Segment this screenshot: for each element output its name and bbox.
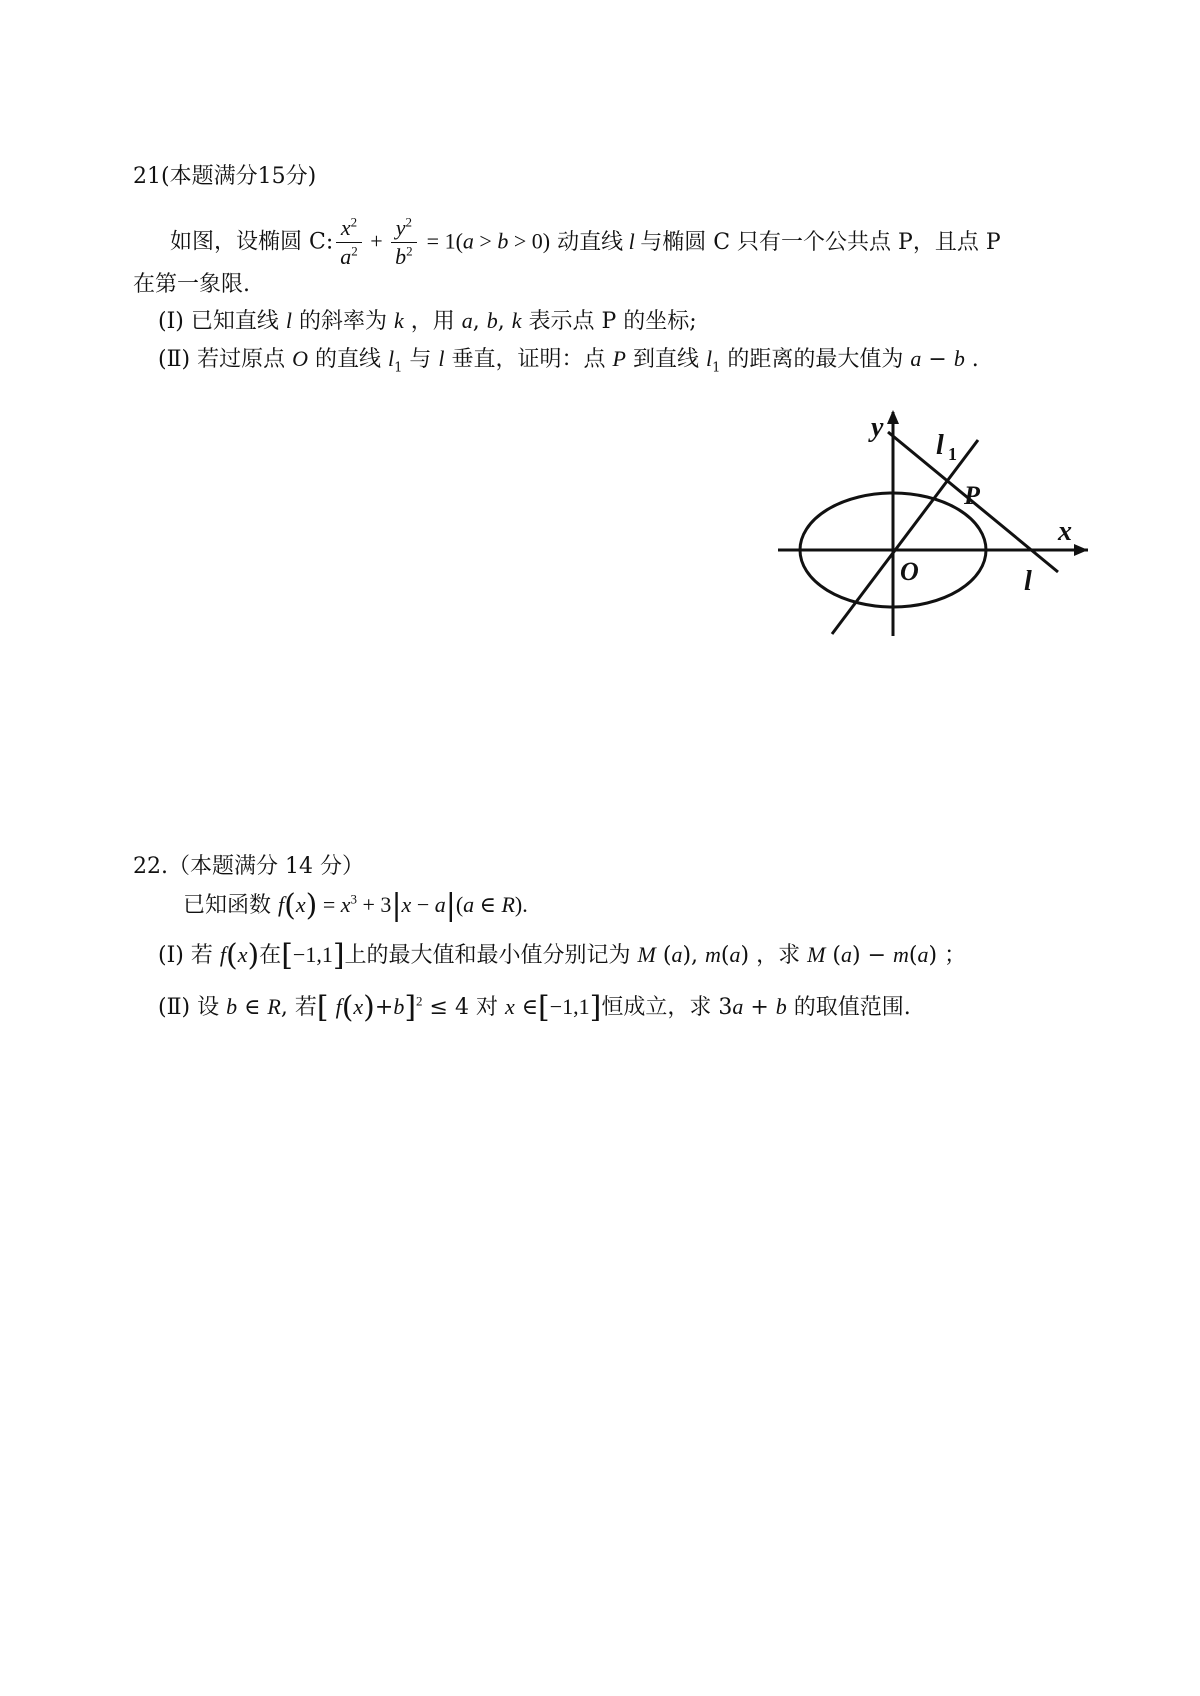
q21-part2: (Ⅱ) 若过原点 O 的直线 $l_1$ 与 l 垂直，证明：点 P 到直线 $l_1$ 的距离的最大值为 a − b . (158, 346, 979, 376)
q21-intro-suffix: 动直线 l 与椭圆 C 只有一个公共点 P，且点 P (557, 228, 1001, 255)
label-l: l (1024, 566, 1032, 597)
label-x: x (1058, 516, 1072, 547)
label-l1-sub: 1 (948, 444, 957, 464)
label-l1: l (936, 430, 944, 461)
line-l1 (832, 440, 978, 634)
q22-intro: 已知函数 $f(x) = x^3 + 3|x - a|(a$ ∈ R). (183, 888, 528, 923)
ellipse-figure (770, 408, 1090, 638)
q21-part1: (Ⅰ) 已知直线 l 的斜率为 k ，用 a, b, k 表示点 P 的坐标; (158, 308, 697, 334)
q22-part1: (Ⅰ) 若 f(x)在[−1,1]上的最大值和最小值分别记为 M (a), m(a) ，求 M (a) − m(a) ； (158, 938, 967, 973)
q21-intro-prefix: 如图，设椭圆 C: (170, 229, 334, 255)
q22-part2: (Ⅱ) 设 b ∈ R, 若[ f(x)+b]$^2$ ≤ 4 对 x ∈[−1,1]恒成立，求 3a + b 的取值范围. (158, 990, 911, 1025)
q21-header: 21(本题满分15分) (133, 164, 317, 189)
q21-frac-y: $\frac{y^2}{b^2}$ (391, 214, 417, 271)
q22-header: 22.（本题满分 14 分） (133, 854, 364, 879)
label-p: P (964, 481, 980, 510)
q21-intro-cont: 在第一象限. (133, 272, 250, 297)
label-origin: O (900, 557, 919, 586)
q21-frac-x: $\frac{x^2}{a^2}$ (336, 214, 362, 271)
y-axis-arrow-icon (887, 410, 899, 424)
x-axis-arrow-icon (1074, 544, 1088, 556)
q21-eq-rhs: = 1(a > b > 0) (426, 228, 551, 254)
q21-intro: 如图，设椭圆 C: $\frac{x^2}{a^2}$ + $\frac{y^2}{b^2}$ = 1(a > b > 0) 动直线 l 与椭圆 C 只有一个公共点 P，且点 P (170, 214, 1001, 269)
label-y: y (871, 412, 884, 443)
q22-intro-prefix: 已知函数 (183, 893, 278, 918)
